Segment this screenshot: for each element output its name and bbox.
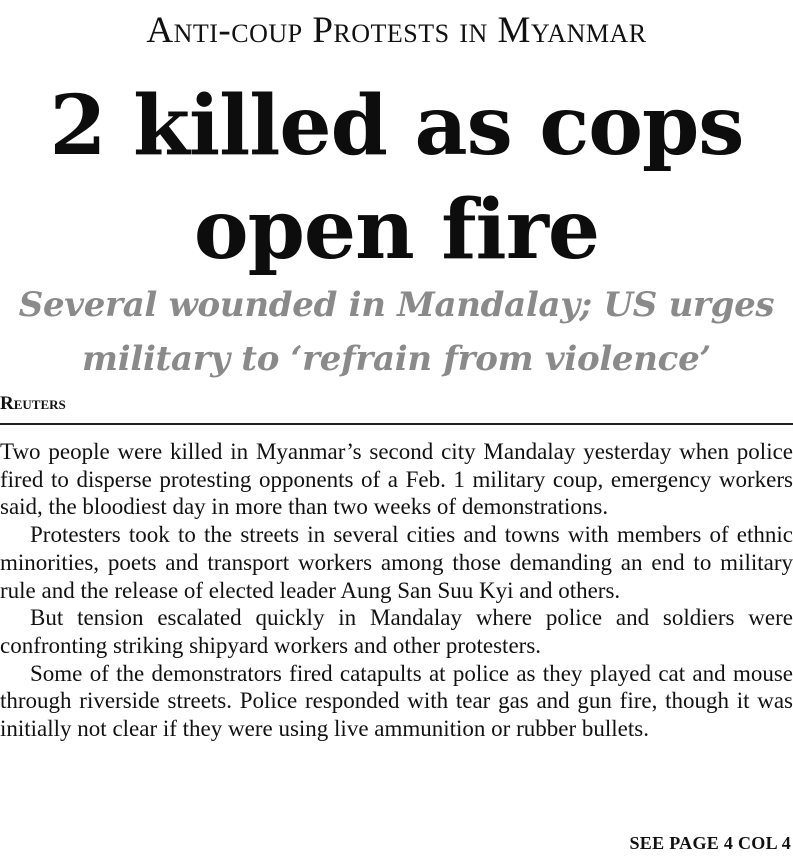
byline-divider — [0, 423, 793, 425]
article-paragraph-1: Two people were killed in Myanmar’s second city Mandalay yesterday when police fired to disperse protesting opponents of a Feb. 1 military coup, emergency workers said, the bloodiest day in more than two weeks of demonstrations. — [0, 439, 793, 520]
article-body — [0, 438, 793, 743]
article-paragraph-2: Protesters took to the streets in several cities and towns with members of ethnic minorities, poets and transport workers among those demanding an end to military rule and the release of elected leader Aung San Suu Kyi and others. — [0, 522, 793, 603]
subheadline-line-2: military to ‘refrain from violence’ — [82, 339, 711, 379]
headline — [0, 74, 793, 282]
subheadline-line-1: Several wounded in Mandalay; US urges — [18, 285, 775, 325]
article-paragraph-4: Some of the demonstrators fired catapults at police as they played cat and mouse through riverside streets. Police responded with tear gas and gun fire, though it was initially not clear if they were using live ammunition or rubber bullets. — [0, 660, 793, 742]
subheadline — [0, 278, 793, 386]
headline-line-2: open fire — [193, 182, 600, 278]
byline: Reuters — [0, 393, 66, 414]
headline-line-1: 2 killed as cops — [49, 78, 744, 174]
article-paragraph-3: But tension escalated quickly in Mandalay where police and soldiers were confronting striking shipyard workers and other protesters. — [0, 605, 793, 658]
section-kicker: Anti-coup Protests in Myanmar — [146, 10, 647, 51]
continued-jump-line[interactable]: SEE PAGE 4 COL 4 — [629, 833, 791, 853]
